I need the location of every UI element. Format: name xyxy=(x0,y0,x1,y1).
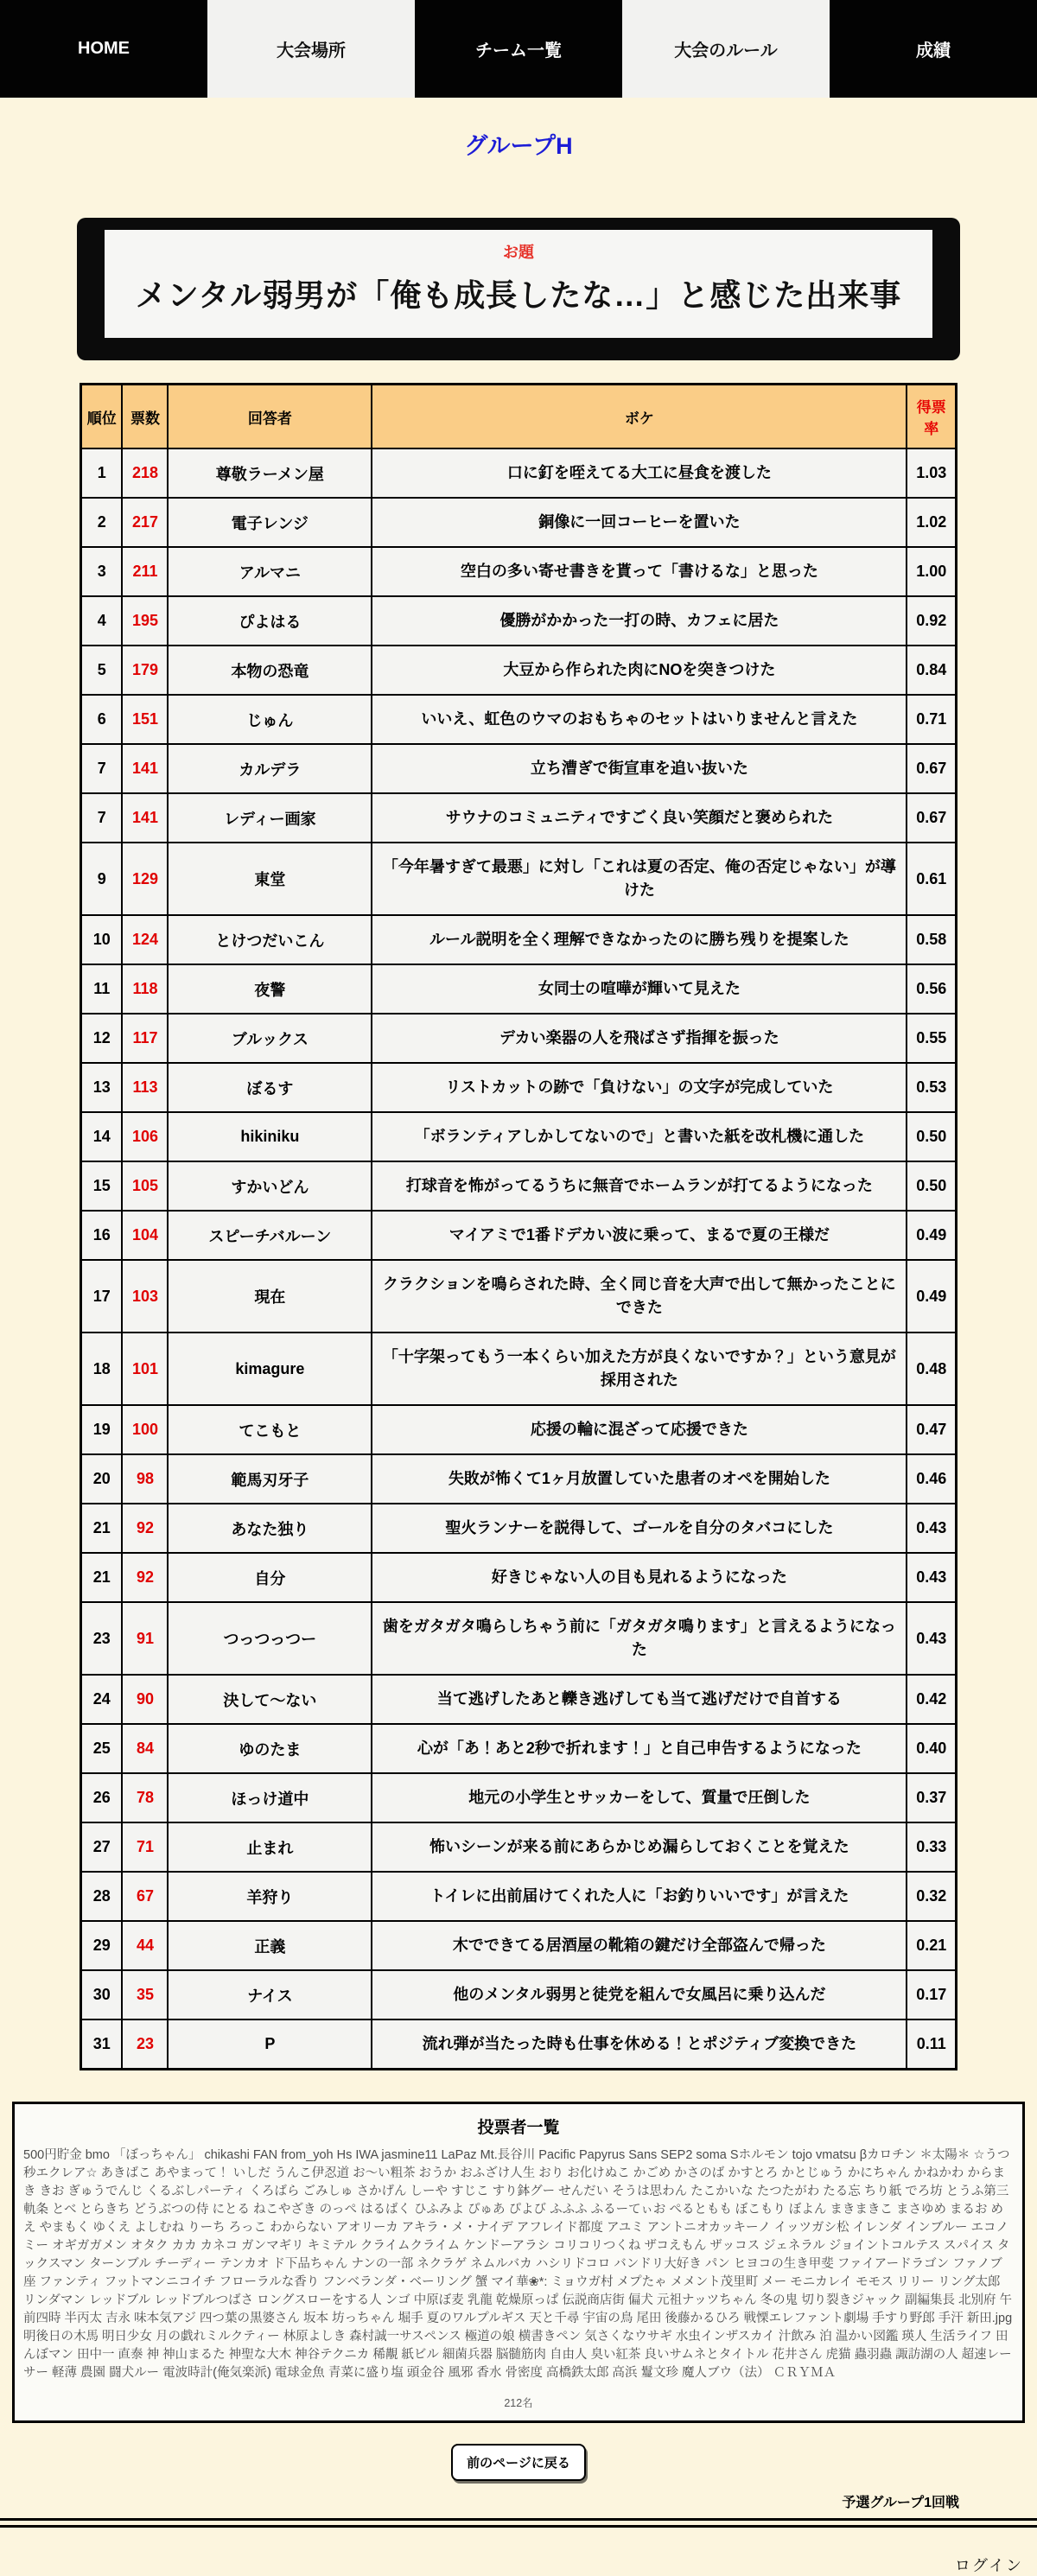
joke-cell: クラクションを鳴らされた時、全く同じ音を大声で出して無かったことにできた xyxy=(372,1260,907,1333)
table-row xyxy=(81,1063,957,1112)
answerer-cell: 本物の恐竜 xyxy=(168,646,372,695)
joke-cell: 応援の輪に混ざって応援できた xyxy=(372,1405,907,1454)
votes-cell: 106 xyxy=(122,1112,168,1161)
votes-cell: 105 xyxy=(122,1161,168,1211)
rate-cell: 0.37 xyxy=(907,1773,956,1822)
rank-cell: 24 xyxy=(81,1675,123,1724)
table-row xyxy=(81,964,957,1014)
rate-cell: 0.47 xyxy=(907,1405,956,1454)
joke-cell: 木でできてる居酒屋の靴箱の鍵だけ全部盗んで帰った xyxy=(372,1921,907,1970)
answerer-cell: レディー画家 xyxy=(168,793,372,843)
rank-cell: 16 xyxy=(81,1211,123,1260)
nav-item-home[interactable]: HOME xyxy=(0,0,207,98)
answerer-cell: 正義 xyxy=(168,1921,372,1970)
header-row xyxy=(81,385,957,449)
votes-cell: 117 xyxy=(122,1014,168,1063)
rank-cell: 29 xyxy=(81,1921,123,1970)
votes-cell: 104 xyxy=(122,1211,168,1260)
rank-cell: 9 xyxy=(81,843,123,915)
rank-cell: 11 xyxy=(81,964,123,1014)
table-row xyxy=(81,1822,957,1872)
table-row xyxy=(81,596,957,646)
rank-cell: 27 xyxy=(81,1822,123,1872)
votes-cell: 35 xyxy=(122,1970,168,2019)
rate-cell: 0.58 xyxy=(907,915,956,964)
joke-cell: 当て逃げしたあと轢き逃げしても当て逃げだけで自首する xyxy=(372,1675,907,1724)
joke-cell: リストカットの跡で「負けない」の文字が完成していた xyxy=(372,1063,907,1112)
table-row xyxy=(81,498,957,547)
header-rate: 得票率 xyxy=(907,385,956,449)
rate-cell: 0.71 xyxy=(907,695,956,744)
joke-cell: 空白の多い寄せ書きを貰って「書けるな」と思った xyxy=(372,547,907,596)
answerer-cell: 範馬刃牙子 xyxy=(168,1454,372,1504)
table-row xyxy=(81,744,957,793)
rate-cell: 0.46 xyxy=(907,1454,956,1504)
joke-cell: 優勝がかかった一打の時、カフェに居た xyxy=(372,596,907,646)
votes-cell: 217 xyxy=(122,498,168,547)
votes-cell: 141 xyxy=(122,744,168,793)
rate-cell: 0.43 xyxy=(907,1602,956,1675)
rank-cell: 18 xyxy=(81,1333,123,1405)
answerer-cell: ぼるす xyxy=(168,1063,372,1112)
table-row xyxy=(81,915,957,964)
votes-cell: 103 xyxy=(122,1260,168,1333)
rank-cell: 28 xyxy=(81,1872,123,1921)
rate-cell: 0.55 xyxy=(907,1014,956,1063)
rate-cell: 0.67 xyxy=(907,793,956,843)
back-button-wrap xyxy=(0,2444,1037,2481)
table-row xyxy=(81,1014,957,1063)
rate-cell: 0.43 xyxy=(907,1553,956,1602)
votes-cell: 124 xyxy=(122,915,168,964)
voters-names: 500円貯金 bmo 「ぼっちゃん」 chikashi FAN from_yoh Hs IWA jasmine11 LaPaz Mt.長谷川 Pacific Papyrus Sans SEP2 soma Sホルモン tojo vmatsu βカロチン ＊太陽＊ ☆うつ秒エクレア☆ あきばこ あやまって！ いしだ うんこ伊忍道 お〜い粗茶 おうか おふざけ人生 おり お化けぬこ かごめ かさのば かすとろ かとじゅう かにちゃん かねかわ からまき きお ぎゅうでんじ くるぶしパーティ くろばら ごみしゅ さかげん しーや すじこ すり鉢グー せんだい そうは思わん たこかいな たつたがわ たる忘 ちり紙 でろ坊 とうふ第三軌条 とべ とらきち どうぶつの侍 にとる ねこやざき のっぺ はるばく ひふみよ ぴゅあ ぴよび ふふふ ふるーてぃお ぺるともも ぼこもり ぼよん まきまきこ まさゆめ まるお めえ やまもく ゆくえ よしむね りーち ろっこ わからない アオリーカ アキラ・メ・ナイデ アフレイド都度 アユミ アントニオカッキーノ イッツガシ松 イレンダ インブルー エコノミー オギガガメン オタク カカ カネコ ガンマギリ キミテル クライムクライム ケンドーアラシ コリコリつくね ザコえもん ザッコス ジェネラル ジョイントコルテス スパイス タックスマン ターンブル チーディー テンカオ ド下品ちゃん ナンの一部 ネクラゲ ネムルバカ ハシリドコロ バンドリ大好き パン ヒヨコの生き甲斐 ファイアードラゴン ファノブ座 ファンティ フットマンニコイチ フローラルな香り フンベランダ・ベーリング 蟹 マイ華❀*: ミョウガ村 メプたゃ メメント茂里町 メー モニカレイ モモス リリー リング太郎 リンダマン レッドブル レッドブルつばさ ロングスローをする人 ンゴ 中原ぼ麦 乳龍 乾燥原っぱ 伝説商店街 偏犬 元祖ナッツちゃん 冬の鬼 切り裂きジャック 副編集長 北別府 午前四時 半丙太 吉永 味本気アジ 四つ葉の黒婆さん 坂本 坊っちゃん 堀手 夏のワルプルギス 天と千尋 宇宙の鳥 尾田 後藤かるひろ 戦慄エレファント劇場 手すり野郎 手汗 新田.jpg 明後日の木馬 明日少女 月の戯れミルクティー 林原よしき 森村誠一サスペンス 極道の娘 横書きペン 気さくなウサギ 水虫インザスカイ 汁飲み 泊 温かい図鑑 瑛人 生活ライフ 田んぼマン 田中一 直泰 神 神山まるた 神聖な大木 神谷テクニカ 稀覯 紙ビル 細菌兵器 脳髄筋肉 自由人 臭い紅茶 良いサムネとタイトル 花井さん 虎猫 蟲羽蟲 諏訪湖の人 超速レーサー 軽薄 農園 闘犬ルー 電波時計(俺気楽派) 電球金魚 青菜に盛り塩 頭金谷 風邪 香水 骨密度 高橋鉄太郎 高浜 鬘文珍 魔人ブウ（法） ＣＲＹＭＡ xyxy=(23,2148,1013,2380)
table-row xyxy=(81,448,957,498)
joke-cell: 好きじゃない人の目も見れるようになった xyxy=(372,1553,907,1602)
votes-cell: 91 xyxy=(122,1602,168,1675)
rate-cell: 0.43 xyxy=(907,1504,956,1553)
rate-cell: 1.02 xyxy=(907,498,956,547)
votes-cell: 92 xyxy=(122,1553,168,1602)
votes-cell: 71 xyxy=(122,1822,168,1872)
answerer-cell: とけつだいこん xyxy=(168,915,372,964)
rank-cell: 10 xyxy=(81,915,123,964)
joke-cell: 他のメンタル弱男と徒党を組んで女風呂に乗り込んだ xyxy=(372,1970,907,2019)
back-button[interactable]: 前のページに戻る xyxy=(451,2444,586,2481)
answerer-cell: 止まれ xyxy=(168,1822,372,1872)
answerer-cell: つっつっつー xyxy=(168,1602,372,1675)
answerer-cell: ブルックス xyxy=(168,1014,372,1063)
rate-cell: 0.56 xyxy=(907,964,956,1014)
answerer-cell: ナイス xyxy=(168,1970,372,2019)
table-row xyxy=(81,1211,957,1260)
votes-cell: 141 xyxy=(122,793,168,843)
answerer-cell: 電子レンジ xyxy=(168,498,372,547)
answerer-cell: 東堂 xyxy=(168,843,372,915)
answerer-cell: じゅん xyxy=(168,695,372,744)
table-row xyxy=(81,843,957,915)
joke-cell: 立ち漕ぎで街宣車を追い抜いた xyxy=(372,744,907,793)
answerer-cell: 夜警 xyxy=(168,964,372,1014)
votes-cell: 113 xyxy=(122,1063,168,1112)
joke-cell: トイレに出前届けてくれた人に「お釣りいいです」が言えた xyxy=(372,1872,907,1921)
topic-inner-panel xyxy=(105,230,932,338)
table-row xyxy=(81,1872,957,1921)
joke-cell: 大豆から作られた肉にNOを突きつけた xyxy=(372,646,907,695)
rank-cell: 17 xyxy=(81,1260,123,1333)
joke-cell: 口に釘を咥えてる大工に昼食を渡した xyxy=(372,448,907,498)
joke-cell: 地元の小学生とサッカーをして、質量で圧倒した xyxy=(372,1773,907,1822)
votes-cell: 90 xyxy=(122,1675,168,1724)
answerer-cell: 羊狩り xyxy=(168,1872,372,1921)
rank-cell: 1 xyxy=(81,448,123,498)
topic-label: お題 xyxy=(503,244,534,261)
rank-cell: 13 xyxy=(81,1063,123,1112)
rank-cell: 7 xyxy=(81,744,123,793)
header-rank: 順位 xyxy=(81,385,123,449)
table-row xyxy=(81,1602,957,1675)
rate-cell: 0.92 xyxy=(907,596,956,646)
joke-cell: 銅像に一回コーヒーを置いた xyxy=(372,498,907,547)
votes-cell: 78 xyxy=(122,1773,168,1822)
footer-divider xyxy=(0,2518,1037,2528)
rate-cell: 0.67 xyxy=(907,744,956,793)
joke-cell: サウナのコミュニティですごく良い笑顔だと褒められた xyxy=(372,793,907,843)
rank-cell: 12 xyxy=(81,1014,123,1063)
joke-cell: 怖いシーンが来る前にあらかじめ漏らしておくことを覚えた xyxy=(372,1822,907,1872)
rate-cell: 0.48 xyxy=(907,1333,956,1405)
rank-cell: 30 xyxy=(81,1970,123,2019)
table-row xyxy=(81,646,957,695)
answerer-cell: あなた独り xyxy=(168,1504,372,1553)
topic-box xyxy=(77,218,960,360)
results-table xyxy=(80,383,957,2070)
answerer-cell: ゆのたま xyxy=(168,1724,372,1773)
nav-item-place[interactable]: 大会場所 xyxy=(207,0,415,98)
joke-cell: マイアミで1番ドデカい波に乗って、まるで夏の王様だ xyxy=(372,1211,907,1260)
header-answerer: 回答者 xyxy=(168,385,372,449)
rank-cell: 31 xyxy=(81,2019,123,2070)
answerer-cell: 尊敬ラーメン屋 xyxy=(168,448,372,498)
round-label: 予選グループ1回戦 xyxy=(842,2496,959,2510)
joke-cell: 「今年暑すぎて最悪」に対し「これは夏の否定、俺の否定じゃない」が導けた xyxy=(372,843,907,915)
joke-cell: 女同士の喧嘩が輝いて見えた xyxy=(372,964,907,1014)
table-row xyxy=(81,1921,957,1970)
joke-cell: デカい楽器の人を飛ばさず指揮を振った xyxy=(372,1014,907,1063)
answerer-cell: ほっけ道中 xyxy=(168,1773,372,1822)
joke-cell: ルール説明を全く理解できなかったのに勝ち残りを提案した xyxy=(372,915,907,964)
votes-cell: 23 xyxy=(122,2019,168,2070)
answerer-cell: P xyxy=(168,2019,372,2070)
table-row xyxy=(81,1553,957,1602)
rank-cell: 6 xyxy=(81,695,123,744)
rank-cell: 7 xyxy=(81,793,123,843)
answerer-cell: アルマニ xyxy=(168,547,372,596)
table-row xyxy=(81,1260,957,1333)
rate-cell: 0.84 xyxy=(907,646,956,695)
joke-cell: 打球音を怖がってるうちに無音でホームランが打てるようになった xyxy=(372,1161,907,1211)
table-row xyxy=(81,1112,957,1161)
rate-cell: 0.49 xyxy=(907,1211,956,1260)
votes-cell: 67 xyxy=(122,1872,168,1921)
nav-item-rules[interactable]: 大会のルール xyxy=(622,0,830,98)
group-title: グループH xyxy=(464,133,573,159)
rank-cell: 4 xyxy=(81,596,123,646)
rate-cell: 0.21 xyxy=(907,1921,956,1970)
answerer-cell: hikiniku xyxy=(168,1112,372,1161)
votes-cell: 84 xyxy=(122,1724,168,1773)
rate-cell: 0.53 xyxy=(907,1063,956,1112)
rate-cell: 0.61 xyxy=(907,843,956,915)
rank-cell: 21 xyxy=(81,1553,123,1602)
table-row xyxy=(81,1161,957,1211)
rank-cell: 19 xyxy=(81,1405,123,1454)
rank-cell: 3 xyxy=(81,547,123,596)
votes-cell: 100 xyxy=(122,1405,168,1454)
rank-cell: 15 xyxy=(81,1161,123,1211)
answerer-cell: カルデラ xyxy=(168,744,372,793)
rank-cell: 21 xyxy=(81,1504,123,1553)
results-table-head xyxy=(81,385,957,449)
table-row xyxy=(81,1675,957,1724)
table-row xyxy=(81,1454,957,1504)
rate-cell: 0.50 xyxy=(907,1161,956,1211)
nav-item-teams[interactable]: チーム一覧 xyxy=(415,0,622,98)
voters-title: 投票者一覧 xyxy=(477,2119,560,2137)
rank-cell: 2 xyxy=(81,498,123,547)
rate-cell: 0.33 xyxy=(907,1822,956,1872)
rate-cell: 0.50 xyxy=(907,1112,956,1161)
rate-cell: 0.49 xyxy=(907,1260,956,1333)
votes-cell: 118 xyxy=(122,964,168,1014)
joke-cell: 流れ弾が当たった時も仕事を休める！とポジティブ変換できた xyxy=(372,2019,907,2070)
joke-cell: 歯をガタガタ鳴らしちゃう前に「ガタガタ鳴ります」と言えるようになった xyxy=(372,1602,907,1675)
joke-cell: 失敗が怖くて1ヶ月放置していた患者のオペを開始した xyxy=(372,1454,907,1504)
votes-cell: 211 xyxy=(122,547,168,596)
answerer-cell: すかいどん xyxy=(168,1161,372,1211)
table-row xyxy=(81,1724,957,1773)
table-row xyxy=(81,695,957,744)
nav-item-results[interactable]: 成績 xyxy=(830,0,1037,98)
table-row xyxy=(81,1405,957,1454)
joke-cell: 心が「あ！あと2秒で折れます！」と自己申告するようになった xyxy=(372,1724,907,1773)
rank-cell: 26 xyxy=(81,1773,123,1822)
rank-cell: 25 xyxy=(81,1724,123,1773)
rate-cell: 0.32 xyxy=(907,1872,956,1921)
rate-cell: 0.11 xyxy=(907,2019,956,2070)
votes-cell: 92 xyxy=(122,1504,168,1553)
rank-cell: 20 xyxy=(81,1454,123,1504)
votes-cell: 195 xyxy=(122,596,168,646)
answerer-cell: 自分 xyxy=(168,1553,372,1602)
table-row xyxy=(81,1504,957,1553)
joke-cell: 聖火ランナーを説得して、ゴールを自分のタバコにした xyxy=(372,1504,907,1553)
rate-cell: 1.03 xyxy=(907,448,956,498)
results-table-body xyxy=(81,448,957,2070)
header-joke: ボケ xyxy=(372,385,907,449)
rank-cell: 14 xyxy=(81,1112,123,1161)
table-row xyxy=(81,547,957,596)
table-row xyxy=(81,2019,957,2070)
votes-cell: 101 xyxy=(122,1333,168,1405)
answerer-cell: スピーチバルーン xyxy=(168,1211,372,1260)
top-nav xyxy=(0,0,1037,98)
answerer-cell: てこもと xyxy=(168,1405,372,1454)
voters-box xyxy=(12,2102,1025,2423)
votes-cell: 218 xyxy=(122,448,168,498)
joke-cell: 「ボランティアしかしてないので」と書いた紙を改札機に通した xyxy=(372,1112,907,1161)
joke-cell: いいえ、虹色のウマのおもちゃのセットはいりませんと言えた xyxy=(372,695,907,744)
table-row xyxy=(81,1333,957,1405)
rank-cell: 23 xyxy=(81,1602,123,1675)
rate-cell: 0.40 xyxy=(907,1724,956,1773)
rate-cell: 1.00 xyxy=(907,547,956,596)
rate-cell: 0.42 xyxy=(907,1675,956,1724)
login-link[interactable]: ログイン xyxy=(954,2557,1023,2574)
votes-cell: 98 xyxy=(122,1454,168,1504)
joke-cell: 「十字架ってもう一本くらい加えた方が良くないですか？」という意見が採用された xyxy=(372,1333,907,1405)
voters-count: 212名 xyxy=(504,2397,533,2409)
rank-cell: 5 xyxy=(81,646,123,695)
answerer-cell: 現在 xyxy=(168,1260,372,1333)
votes-cell: 151 xyxy=(122,695,168,744)
answerer-cell: ぴよはる xyxy=(168,596,372,646)
topic-text: メンタル弱男が「俺も成長したな…」と感じた出来事 xyxy=(135,277,902,313)
votes-cell: 129 xyxy=(122,843,168,915)
answerer-cell: kimagure xyxy=(168,1333,372,1405)
table-row xyxy=(81,1970,957,2019)
answerer-cell: 決して〜ない xyxy=(168,1675,372,1724)
header-votes: 票数 xyxy=(122,385,168,449)
table-row xyxy=(81,1773,957,1822)
votes-cell: 179 xyxy=(122,646,168,695)
table-row xyxy=(81,793,957,843)
votes-cell: 44 xyxy=(122,1921,168,1970)
rate-cell: 0.17 xyxy=(907,1970,956,2019)
